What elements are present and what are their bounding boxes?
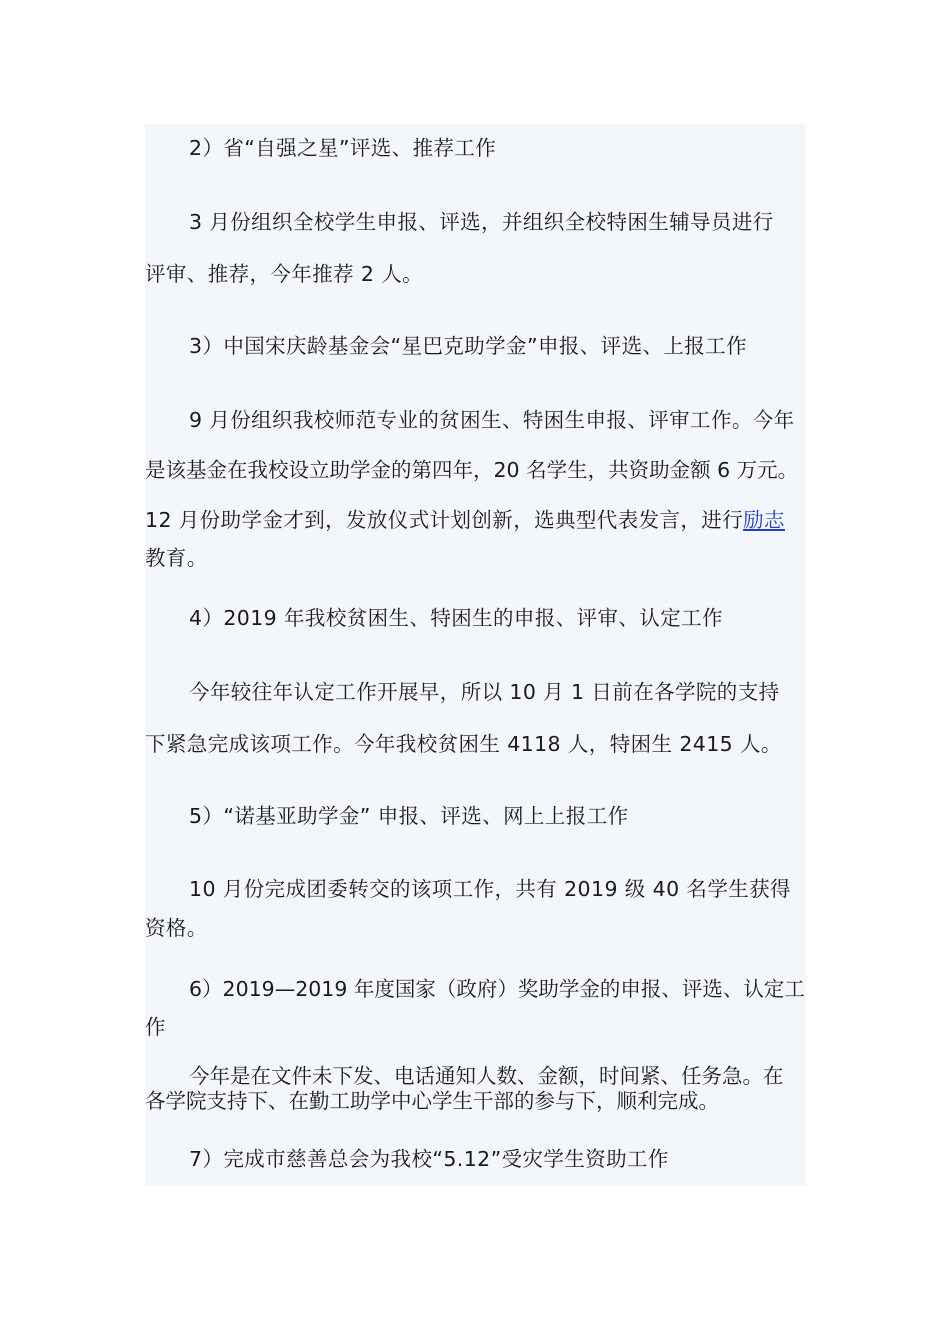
section-heading-6: 6）2019—2019 年度国家（政府）奖助学金的申报、评选、认定工: [189, 977, 805, 1001]
section-heading-6-continued: 作: [145, 1015, 166, 1039]
document-page: [145, 124, 806, 1185]
paragraph-line: 3 月份组织全校学生申报、评选，并组织全校特困生辅导员进行: [189, 210, 774, 234]
paragraph-text: 12 月份助学金才到，发放仪式计划创新，选典型代表发言，进行: [145, 508, 744, 532]
paragraph-line: 各学院支持下、在勤工助学中心学生干部的参与下，顺利完成。: [145, 1089, 719, 1113]
section-heading-5: 5）“诺基亚助学金” 申报、评选、网上上报工作: [189, 804, 629, 828]
paragraph-line: 是该基金在我校设立助学金的第四年，20 名学生，共资助金额 6 万元。: [145, 458, 799, 482]
section-heading-4: 4）2019 年我校贫困生、特困生的申报、评审、认定工作: [189, 606, 723, 630]
inspiration-link[interactable]: 励志: [743, 508, 785, 532]
paragraph-line: 9 月份组织我校师范专业的贫困生、特困生申报、评审工作。今年: [189, 408, 795, 432]
section-heading-2: 2）省“自强之星”评选、推荐工作: [189, 136, 497, 160]
paragraph-line: 今年是在文件未下发、电话通知人数、金额，时间紧、任务急。在: [189, 1064, 784, 1088]
section-heading-7: 7）完成市慈善总会为我校“5.12”受灾学生资助工作: [189, 1147, 669, 1171]
paragraph-line: 评审、推荐，今年推荐 2 人。: [145, 262, 424, 286]
paragraph-line-with-link: [145, 506, 785, 534]
paragraph-line: 资格。: [145, 916, 208, 940]
paragraph-line: 下紧急完成该项工作。今年我校贫困生 4118 人，特困生 2415 人。: [145, 732, 782, 756]
paragraph-line: 今年较往年认定工作开展早，所以 10 月 1 日前在各学院的支持: [189, 680, 780, 704]
paragraph-line: 10 月份完成团委转交的该项工作，共有 2019 级 40 名学生获得: [189, 877, 791, 901]
section-heading-3: 3）中国宋庆龄基金会“星巴克助学金”申报、评选、上报工作: [189, 334, 747, 358]
paragraph-line: 教育。: [145, 546, 208, 570]
